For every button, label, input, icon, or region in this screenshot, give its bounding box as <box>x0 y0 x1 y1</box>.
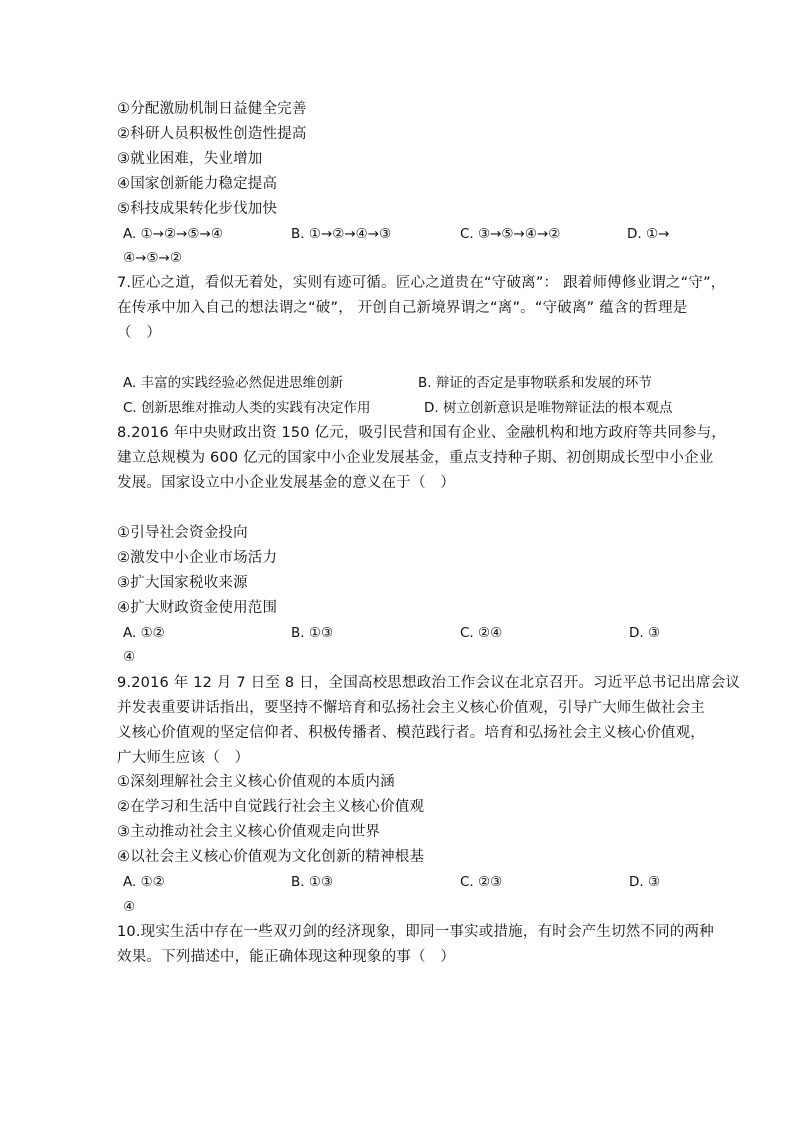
q9-option-c: C. ②③ <box>460 874 503 890</box>
q8-option-a: A. ①② <box>123 625 165 641</box>
q9-option-d: D. ③ <box>629 874 661 890</box>
q8-item-1: ①引导社会资金投向 <box>117 525 248 541</box>
q8-option-d: D. ③ <box>629 625 661 641</box>
q6-item-5: ⑤科技成果转化步伐加快 <box>117 201 278 217</box>
q7-stem-line-3: （ ） <box>117 325 162 341</box>
q8-stem-line-1: 8.2016 年中央财政出资 150 亿元，吸引民营和国有企业、金融机构和地方政府等共同参与， <box>117 425 727 441</box>
q7-stem-line-2: 在传承中加入自己的想法谓之“破”， 开创自己新境界谓之“离”。“守破离” 蕴含的哲理是 <box>117 300 688 316</box>
q8-item-2: ②激发中小企业市场活力 <box>117 550 278 566</box>
q9-item-4: ④以社会主义核心价值观为文化创新的精神根基 <box>117 849 425 865</box>
q9-item-3: ③主动推动社会主义核心价值观走向世界 <box>117 824 381 840</box>
q8-item-4: ④扩大财政资金使用范围 <box>117 600 278 616</box>
q6-option-b: B. ①→②→④→③ <box>291 226 392 242</box>
q9-option-b: B. ①③ <box>291 874 334 890</box>
q8-option-b: B. ①③ <box>291 625 334 641</box>
q7-option-c: C. 创新思维对推动人类的实践有决定作用 <box>123 400 371 416</box>
q8-option-c: C. ②④ <box>460 625 503 641</box>
q9-item-1: ①深刻理解社会主义核心价值观的本质内涵 <box>117 774 395 790</box>
q8-stem-line-3: 发展。国家设立中小企业发展基金的意义在于（ ） <box>117 475 456 491</box>
q7-stem-line-1: 7.匠心之道，看似无着处，实则有迹可循。匠心之道贵在“守破离”： 跟着师傅修业谓之“守”， <box>117 275 726 291</box>
q7-option-b: B. 辩证的否定是事物联系和发展的环节 <box>418 375 652 391</box>
q10-stem-line-1: 10.现实生活中存在一些双刃剑的经济现象，即同一事实或措施，有时会产生切然不同的两种 <box>117 924 714 940</box>
q10-stem-line-2: 效果。下列描述中，能正确体现这种现象的事（ ） <box>117 949 456 965</box>
q6-option-d-continued: ④→⑤→② <box>123 250 182 266</box>
q9-option-a: A. ①② <box>123 874 165 890</box>
q9-item-2: ②在学习和生活中自觉践行社会主义核心价值观 <box>117 799 425 815</box>
q9-stem-line-2: 并发表重要讲话指出，要坚持不懈培育和弘扬社会主义核心价值观，引导广大师生做社会主 <box>117 700 705 716</box>
q8-stem-line-2: 建立总规模为 600 亿元的国家中小企业发展基金，重点支持种子期、初创期成长型中小企业 <box>117 450 714 466</box>
q7-option-a: A. 丰富的实践经验必然促进思维创新 <box>123 375 344 391</box>
q6-item-3: ③就业困难，失业增加 <box>117 151 263 167</box>
q6-item-4: ④国家创新能力稳定提高 <box>117 176 278 192</box>
q9-stem-line-3: 义核心价值观的坚定信仰者、积极传播者、模范践行者。培育和弘扬社会主义核心价值观， <box>117 725 705 741</box>
q6-item-1: ①分配激励机制日益健全完善 <box>117 101 307 117</box>
q7-option-d: D. 树立创新意识是唯物辩证法的根本观点 <box>424 400 673 416</box>
q9-stem-line-1: 9.2016 年 12 月 7 日至 8 日，全国高校思想政治工作会议在北京召开。习近平总书记出席会议 <box>117 675 741 691</box>
q9-option-d-continued: ④ <box>123 899 136 915</box>
q6-option-c: C. ③→⑤→④→② <box>460 226 561 242</box>
q6-option-a: A. ①→②→⑤→④ <box>123 226 223 242</box>
q9-stem-line-4: 广大师生应该（ ） <box>117 750 250 766</box>
q8-item-3: ③扩大国家税收来源 <box>117 575 248 591</box>
q6-option-d: D. ①→ <box>627 226 670 242</box>
q6-item-2: ②科研人员积极性创造性提高 <box>117 126 307 142</box>
q8-option-d-continued: ④ <box>123 649 136 665</box>
